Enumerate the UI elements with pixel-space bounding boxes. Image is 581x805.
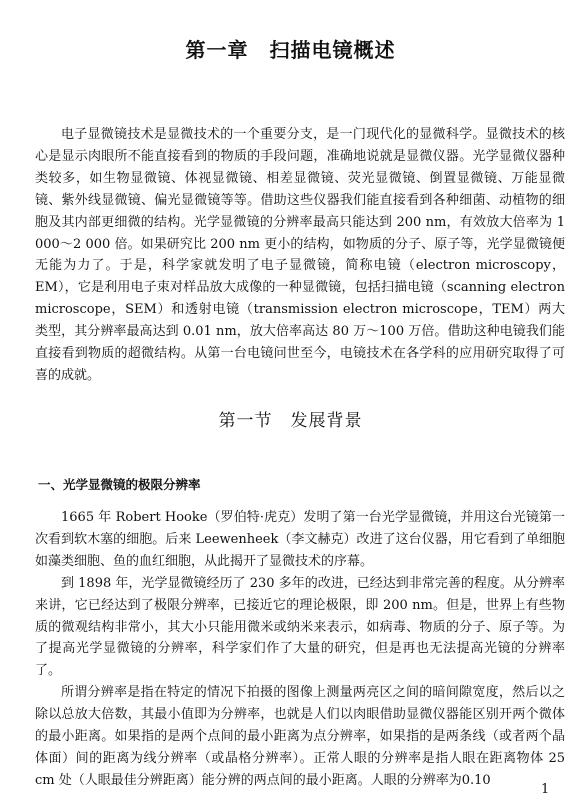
intro-paragraph: 电子显微镜技术是显微技术的一个重要分支，是一门现代化的显微科学。显微技术的核心是显示肉眼所不能直接看到的物质的手段问题，准确地说就是显微仪器。光学显微仪器种类较多，如生物显微镜、体视显微镜、相差显微镜、荧光显微镜、倒置显微镜、万能显微镜、紫外线显微镜、偏光显微镜等等。借助这些仪器我们能直接看到各种细菌、动植物的细胞及其内部更细微的结构。光学显微镜的分辨率最高只能达到 200 nm，有效放大倍率为 1 000～2 000 倍。如果研究比 200 nm 更小的结构，如物质的分子、原子等，光学显微镜便无能为力了。于是，科学家就发明了电子显微镜，简称电镜（electron microscopy，EM），它是利用电子束对样品放大成像的一种显微镜，包括扫描电镜（scanning electron microscope，SEM）和透射电镜（transmission electron microscope，TEM）两大类型，其分辨率最高达到 0.01 nm，放大倍率高达 80 万～100 万倍。借助这种电镜我们能直接看到物质的超微结构。从第一台电镜问世至今，电镜技术在各学科的应用研究取得了可喜的成就。 xyxy=(35,127,565,383)
page-number: 1 xyxy=(541,782,550,797)
body-paragraph: 到 1898 年，光学显微镜经历了 230 多年的改进，已经达到非常完善的程度。从分辨率来讲，它已经达到了极限分辨率，已接近它的理论极限，即 200 nm。但是，世界上有些物质的微观结构非常小，其大小只能用微米或纳米来表示，如病毒、物质的分子、原子等。为了提高光学显微镜的分辨率，科学家们作了大量的研究，但是再也无法提高光镜的分辨率了。 xyxy=(35,575,565,679)
section-title: 第一节 发展背景 xyxy=(218,411,363,431)
body-paragraph: 所谓分辨率是指在特定的情况下拍摄的图像上测量两亮区之间的暗间隙宽度，然后以之除以总放大倍数，其最小值即为分辨率，也就是人们以肉眼借助显微仪器能区别开两个微体的最小距离。如果指的是两个点间的最小距离为点分辨率，如果指的是两条线（或者两个晶体面）间的距离为线分辨率（或晶格分辨率）。正常人眼的分辨率是指人眼在距离物体 25 cm 处（人眼最佳分辨距离）能分辨的两点间的最小距离。人眼的分辨率为0.10 xyxy=(35,685,565,788)
body-text xyxy=(35,507,565,792)
chapter-title: 第一章 扫描电镜概述 xyxy=(185,38,396,62)
body-paragraph: 1665 年 Robert Hooke（罗伯特·虎克）发明了第一台光学显微镜，并用这台光镜第一次看到软木塞的细胞。后来 Leewenheek（李文赫克）改进了这台仪器，用它看到了单细胞如藻类细胞、鱼的血红细胞，从此揭开了显微技术的序幕。 xyxy=(35,510,565,569)
subsection-title: 一、光学显微镜的极限分辨率 xyxy=(38,477,201,492)
